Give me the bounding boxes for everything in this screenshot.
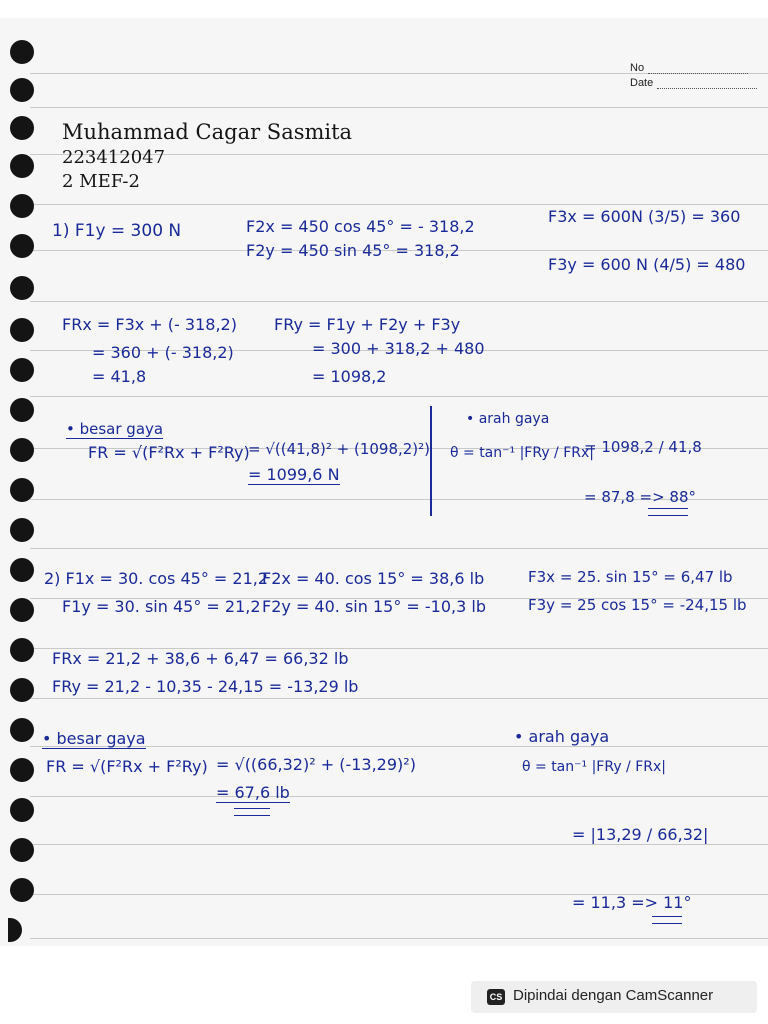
p2-f2x: F2x = 40. cos 15° = 38,6 lb: [262, 569, 485, 588]
binder-hole: [10, 358, 34, 382]
notebook-page: [0, 18, 768, 946]
p2-besar-title: • besar gaya: [42, 729, 146, 748]
camscanner-icon: CS: [487, 989, 505, 1005]
student-id: 223412047: [62, 147, 166, 168]
p1-frx-line1: FRx = F3x + (- 318,2): [62, 315, 237, 334]
p2-fr-substitution: = √((66,32)² + (-13,29)²): [216, 755, 416, 774]
p1-fr-formula: FR = √(F²Rx + F²Ry): [88, 443, 250, 462]
binder-hole: [10, 678, 34, 702]
p2-fry: FRy = 21,2 - 10,35 - 24,15 = -13,29 lb: [52, 677, 359, 696]
binder-hole: [10, 438, 34, 462]
p1-theta-result: = 87,8 => 88°: [584, 488, 696, 506]
student-class: 2 MEF-2: [62, 171, 140, 192]
date-field: [630, 77, 757, 89]
p2-arah-title: • arah gaya: [514, 727, 610, 746]
p1-fry-line1: FRy = F1y + F2y + F3y: [274, 315, 461, 334]
binder-hole: [10, 154, 34, 178]
binder-hole: [8, 918, 22, 942]
no-field: [630, 62, 748, 74]
p2-f1y: F1y = 30. sin 45° = 21,2: [62, 597, 261, 616]
no-label: No: [630, 62, 645, 74]
binder-hole: [10, 758, 34, 782]
binder-hole: [10, 276, 34, 300]
p2-theta-substitution: = |13,29 / 66,32|: [572, 825, 709, 844]
binder-hole: [10, 558, 34, 582]
binder-hole: [10, 398, 34, 422]
student-name: Muhammad Cagar Sasmita: [62, 120, 353, 144]
p1-besar-title: • besar gaya: [66, 420, 164, 438]
p1-f3y: F3y = 600 N (4/5) = 480: [548, 255, 746, 274]
p1-arah-title: • arah gaya: [466, 411, 550, 427]
date-label: Date: [630, 77, 654, 89]
binder-hole: [10, 798, 34, 822]
p1-f1y: 1) F1y = 300 N: [52, 221, 182, 241]
p1-fr-result: = 1099,6 N: [248, 465, 340, 484]
p2-f1x: 2) F1x = 30. cos 45° = 21,2: [44, 569, 269, 588]
binder-hole: [10, 40, 34, 64]
binder-hole: [10, 478, 34, 502]
binder-hole: [10, 838, 34, 862]
binder-hole: [10, 234, 34, 258]
p1-f3x: F3x = 600N (3/5) = 360: [548, 207, 741, 226]
binder-hole: [10, 518, 34, 542]
p1-theta-formula: θ = tan⁻¹ |FRy / FRx|: [450, 445, 595, 461]
binder-hole: [10, 78, 34, 102]
p1-fry-line2: = 300 + 318,2 + 480: [312, 339, 485, 358]
p2-fr-formula: FR = √(F²Rx + F²Ry): [46, 757, 208, 776]
binder-hole: [10, 116, 34, 140]
binder-hole: [10, 318, 34, 342]
watermark-text: Dipindai dengan CamScanner: [513, 987, 714, 1004]
binder-hole: [10, 194, 34, 218]
p2-frx: FRx = 21,2 + 38,6 + 6,47 = 66,32 lb: [52, 649, 349, 668]
binder-hole: [10, 638, 34, 662]
p1-theta-substitution: = 1098,2 / 41,8: [584, 438, 702, 456]
p1-frx-line2: = 360 + (- 318,2): [92, 343, 234, 362]
p2-f3y: F3y = 25 cos 15° = -24,15 lb: [528, 596, 747, 614]
answer-double-underline: [234, 808, 270, 816]
binder-hole: [10, 718, 34, 742]
binder-hole: [10, 878, 34, 902]
p1-fry-line3: = 1098,2: [312, 367, 387, 386]
p2-f3x: F3x = 25. sin 15° = 6,47 lb: [528, 568, 733, 586]
p1-f2y: F2y = 450 sin 45° = 318,2: [246, 241, 460, 260]
p2-theta-formula: θ = tan⁻¹ |FRy / FRx|: [522, 759, 667, 775]
p2-fr-result: = 67,6 lb: [216, 783, 290, 802]
camscanner-watermark: [471, 981, 757, 1013]
p1-frx-line3: = 41,8: [92, 367, 147, 386]
p2-f2y: F2y = 40. sin 15° = -10,3 lb: [262, 597, 486, 616]
column-divider: [430, 406, 432, 516]
answer-double-underline: [652, 916, 682, 924]
p1-fr-substitution: = √((41,8)² + (1098,2)²): [248, 440, 431, 458]
p2-theta-result: = 11,3 => 11°: [572, 893, 692, 912]
binder-hole: [10, 598, 34, 622]
answer-double-underline: [648, 508, 688, 516]
p1-f2x: F2x = 450 cos 45° = - 318,2: [246, 217, 475, 236]
